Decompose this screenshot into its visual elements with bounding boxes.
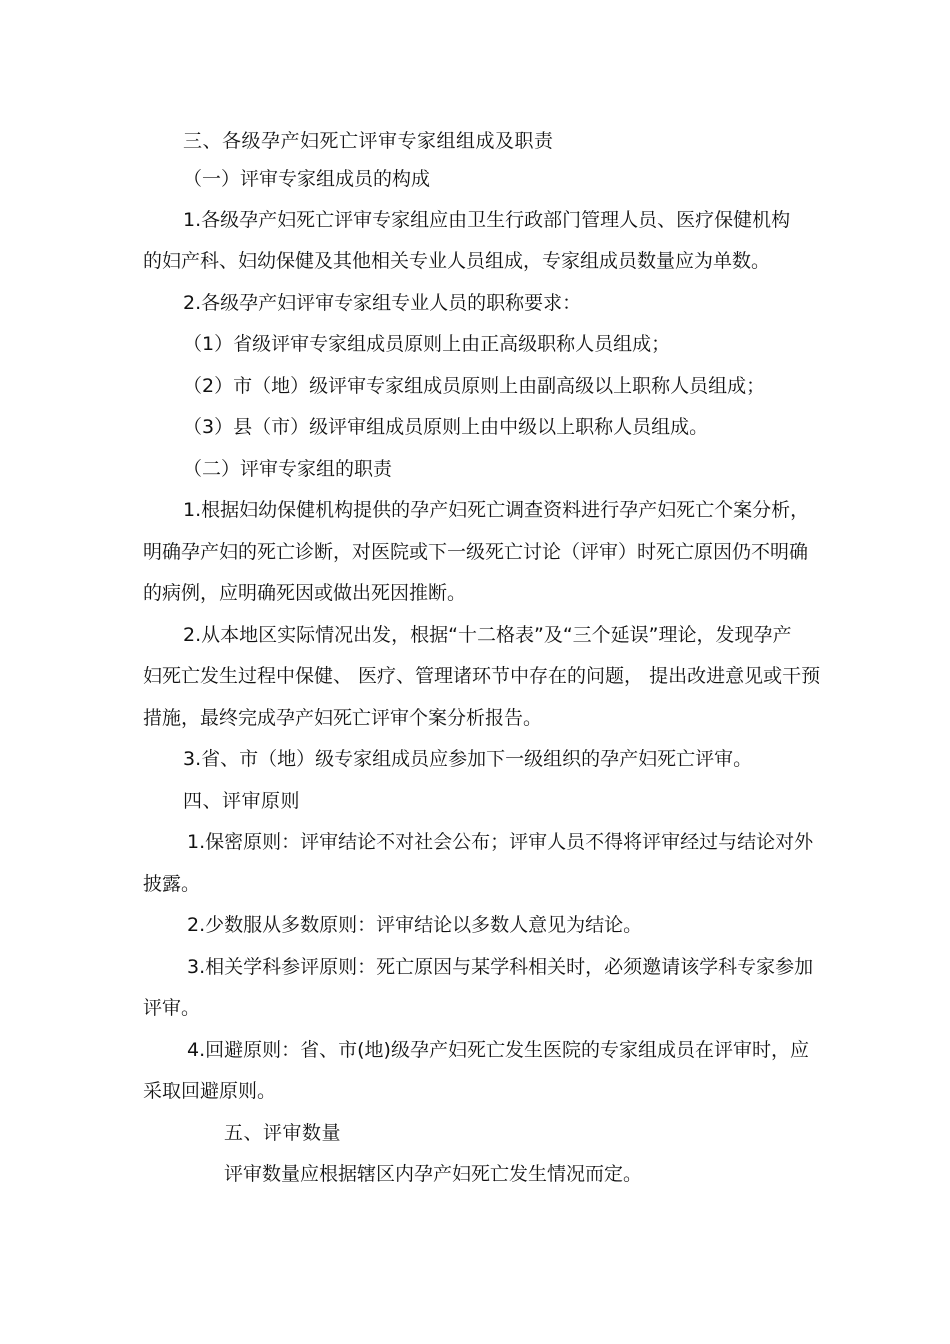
paragraph-line: 2.从本地区实际情况出发，根据“十二格表”及“三个延误”理论，发现孕产 <box>183 624 792 646</box>
list-item: （1）省级评审专家组成员原则上由正高级职称人员组成； <box>183 333 671 355</box>
paragraph-line: 1.保密原则：评审结论不对社会公布；评审人员不得将评审经过与结论对外 <box>187 831 814 853</box>
paragraph-line: 3.省、市（地）级专家组成员应参加下一级组织的孕产妇死亡评审。 <box>183 748 753 770</box>
paragraph-line: 措施，最终完成孕产妇死亡评审个案分析报告。 <box>143 707 543 729</box>
paragraph-line: 的病例，应明确死因或做出死因推断。 <box>143 582 467 604</box>
list-item: （2）市（地）级评审专家组成员原则上由副高级以上职称人员组成； <box>183 375 766 397</box>
paragraph-line: 2.各级孕产妇评审专家组专业人员的职称要求： <box>183 292 582 314</box>
paragraph-line: 1.根据妇幼保健机构提供的孕产妇死亡调查资料进行孕产妇死亡个案分析， <box>183 499 810 521</box>
paragraph-line: 评审数量应根据辖区内孕产妇死亡发生情况而定。 <box>224 1163 643 1185</box>
paragraph-line: 明确孕产妇的死亡诊断，对医院或下一级死亡讨论（评审）时死亡原因仍不明确 <box>143 541 809 563</box>
paragraph-line: 的妇产科、妇幼保健及其他相关专业人员组成，专家组成员数量应为单数。 <box>143 250 771 272</box>
sub2-heading: （二）评审专家组的职责 <box>183 458 393 480</box>
paragraph-line: 1.各级孕产妇死亡评审专家组应由卫生行政部门管理人员、医疗保健机构 <box>183 209 791 231</box>
section5-heading: 五、评审数量 <box>224 1122 342 1144</box>
paragraph-line: 披露。 <box>143 873 201 895</box>
paragraph-line: 妇死亡发生过程中保健、 医疗、管理诸环节中存在的问题， 提出改进意见或干预 <box>143 665 821 687</box>
section4-heading: 四、评审原则 <box>183 790 301 812</box>
sub1-heading: （一）评审专家组成员的构成 <box>183 168 431 190</box>
paragraph-line: 2.少数服从多数原则：评审结论以多数人意见为结论。 <box>187 914 643 936</box>
list-item: （3）县（市）级评审组成员原则上由中级以上职称人员组成。 <box>183 416 709 438</box>
section3-heading: 三、各级孕产妇死亡评审专家组组成及职责 <box>183 130 554 152</box>
paragraph-line: 采取回避原则。 <box>143 1080 277 1102</box>
paragraph-line: 3.相关学科参评原则：死亡原因与某学科相关时，必须邀请该学科专家参加 <box>187 956 814 978</box>
paragraph-line: 4.回避原则：省、市(地)级孕产妇死亡发生医院的专家组成员在评审时，应 <box>187 1039 809 1061</box>
paragraph-line: 评审。 <box>143 997 201 1019</box>
